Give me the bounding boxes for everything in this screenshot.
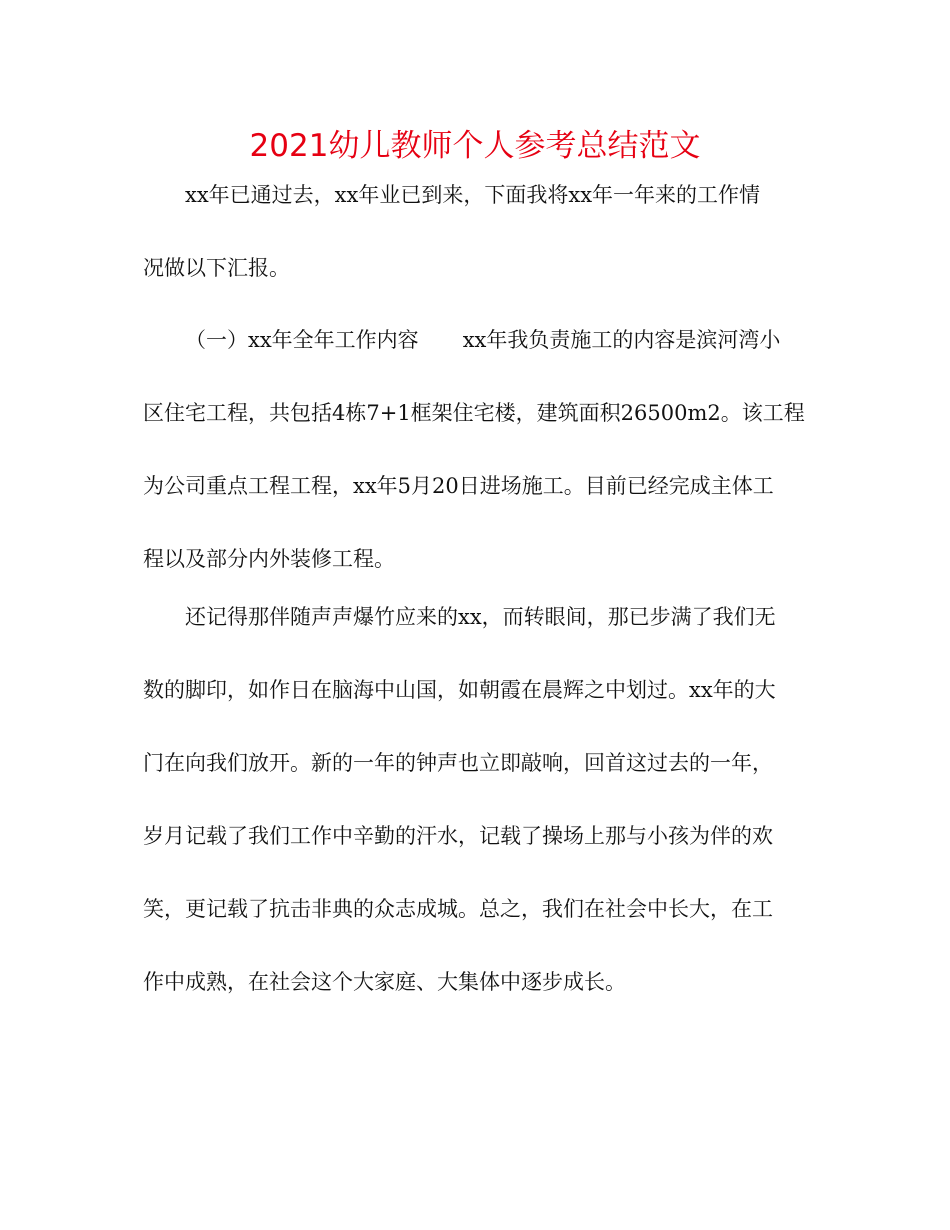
section-heading: （一）xx年全年工作内容	[185, 328, 419, 352]
paragraph-3-line-1: 还记得那伴随声声爆竹应来的xx，而转眼间，那已步满了我们无	[185, 605, 776, 629]
paragraph-3-line-6: 作中成熟，在社会这个大家庭、大集体中逐步成长。	[143, 970, 626, 994]
paragraph-2-line-4: 程以及部分内外装修工程。	[143, 547, 395, 571]
paragraph-2-line-3: 为公司重点工程工程，xx年5月20日进场施工。目前已经完成主体工	[143, 474, 774, 498]
paragraph-3-line-3: 门在向我们放开。新的一年的钟声也立即敲响，回首这过去的一年，	[143, 751, 773, 775]
paragraph-1-line-2: 况做以下汇报。	[143, 256, 290, 280]
paragraph-3-line-2: 数的脚印，如作日在脑海中山国，如朝霞在晨辉之中划过。xx年的大	[143, 678, 776, 702]
paragraph-3-line-4: 岁月记载了我们工作中辛勤的汗水，记载了操场上那与小孩为伴的欢	[143, 824, 773, 848]
paragraph-2-text-start: xx年我负责施工的内容是滨河湾小	[462, 328, 781, 352]
paragraph-2-line-2: 区住宅工程，共包括4栋7+1框架住宅楼，建筑面积26500m2。该工程	[143, 401, 805, 425]
document-title: 2021幼儿教师个人参考总结范文	[249, 128, 701, 164]
paragraph-1-line-1: xx年已通过去，xx年业已到来，下面我将xx年一年来的工作情	[185, 183, 761, 207]
paragraph-2-line-1	[185, 322, 855, 358]
paragraph-3-line-5: 笑，更记载了抗击非典的众志成城。总之，我们在社会中长大，在工	[143, 897, 773, 921]
